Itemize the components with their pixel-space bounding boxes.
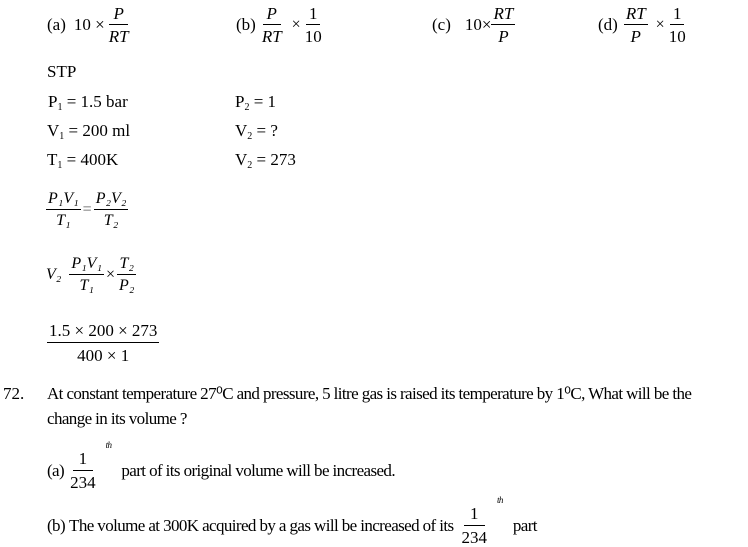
numeric-substitution: $\frac{1.5 \times 200 \times 273}{400 \times 1}$ xyxy=(49,321,158,365)
option-a xyxy=(47,5,131,45)
option-c xyxy=(432,5,515,45)
solution-heading: STP xyxy=(47,62,77,81)
given-t1: $T_1 = 400K$ xyxy=(47,150,119,171)
question-number: 72. xyxy=(3,384,25,403)
option-label: (b) xyxy=(236,15,256,34)
combined-gas-law-equation: $\frac{\text{P₁V₁}}{\text{T₁}}$ = $\frac{\text{P₂V₂}}{\text{T₂}}$ xyxy=(48,190,127,229)
option-prefix: 10× xyxy=(464,15,492,34)
fraction: $\frac{P}{RT}$ xyxy=(261,4,282,46)
option-b xyxy=(236,5,324,45)
option-prefix: 10 × xyxy=(73,15,105,34)
option-d xyxy=(598,5,688,45)
fraction: $\frac{1}{10}$ xyxy=(304,4,322,46)
question-text-line1: At constant temperature 27⁰C and pressure, 5 litre gas is raised its temperature by 1⁰C, What will be the xyxy=(47,384,692,403)
option-label: (c) xyxy=(432,15,451,34)
given-p1: $P_1 = 1.5$ bar xyxy=(48,92,128,113)
fraction: $\frac{RT}{P}$ xyxy=(493,4,514,46)
given-p2: $P_2 = 1$ xyxy=(235,92,277,113)
given-v2-value: $V_2 = 273$ xyxy=(235,150,296,171)
fraction: $\frac{RT}{P}$ xyxy=(625,4,646,46)
q72-option-a: (a) $\frac{1}{234}$ th part of its original volume will be increased. xyxy=(47,440,395,492)
fraction: $\frac{P}{RT}$ xyxy=(108,4,129,46)
given-v1: $V_1 = 200$ ml xyxy=(47,121,131,142)
given-v2: $V_2$ = ? xyxy=(235,121,278,142)
times-sign: × xyxy=(291,16,301,33)
option-label: (a) xyxy=(47,15,66,34)
fraction: $\frac{1}{10}$ xyxy=(668,4,686,46)
v2-expression: V₂ $\frac{\text{P₁V₁}}{\text{T₁}}$ × $\frac{\text{T₂}}{\text{P₂}}$ xyxy=(46,255,135,294)
q72-option-b: (b) The volume at 300K acquired by a gas will be increased of its $\frac{1}{234}$ th part xyxy=(47,495,537,547)
option-label: (d) xyxy=(598,15,618,34)
times-sign: × xyxy=(655,16,665,33)
question-text-line2: change in its volume ? xyxy=(47,409,187,428)
